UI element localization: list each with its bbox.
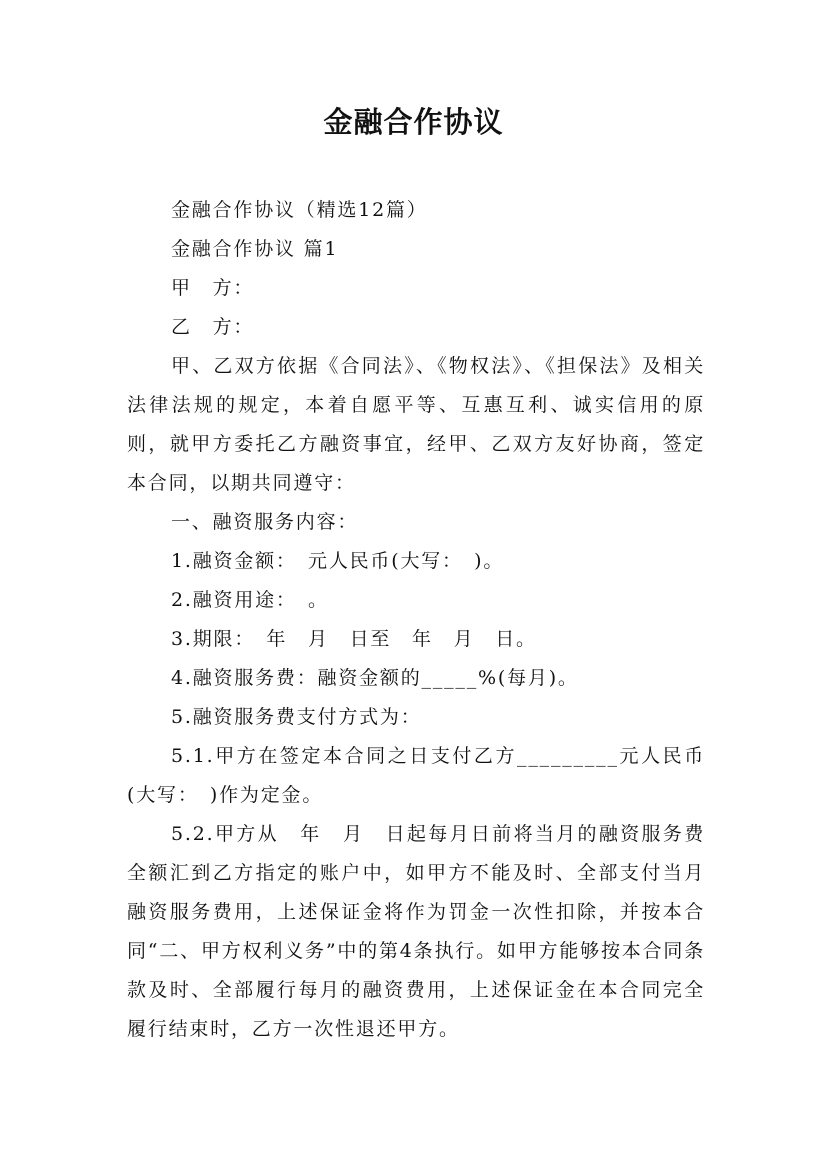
paragraph-item-3: 3.期限： 年 月 日至 年 月 日。 — [171, 628, 537, 650]
paragraph-item-5-2: 5.2.甲方从 年 月 日起每月日前将当月的融资服务费全额汇到乙方指定的账户中，如甲方不能及时、全部支付当月融资服务费用，上述保证金将作为罚金一次性扣除，并按本合同“二、甲方权利义务”中的第4条执行。如甲方能够按本合同条款及时、全部履行每月的融资费用，上述保证金在本合同完全履行结束时，乙方一次性退还甲方。 — [127, 823, 705, 1040]
paragraph-section-heading: 金融合作协议 篇1 — [171, 238, 339, 260]
paragraph-item-5: 5.融资服务费支付方式为： — [171, 706, 422, 728]
document-body — [127, 191, 705, 1049]
paragraph-item-5-1: 5.1.甲方在签定本合同之日支付乙方_________元人民币(大写： )作为定金。 — [127, 745, 705, 806]
paragraph-preamble: 甲、乙双方依据《合同法》、《物权法》、《担保法》及相关法律法规的规定，本着自愿平等、互惠互利、诚实信用的原则，就甲方委托乙方融资事宜，经甲、乙双方友好协商，签定本合同，以期共同遵守： — [127, 355, 705, 494]
paragraph-item-2: 2.融资用途： 。 — [171, 589, 329, 611]
paragraph-clause-heading: 一、融资服务内容： — [171, 511, 359, 533]
paragraph-party-a: 甲 方： — [171, 277, 255, 299]
paragraph-item-4: 4.融资服务费：融资金额的_____%(每月)。 — [171, 667, 579, 689]
paragraph-party-b: 乙 方： — [171, 316, 255, 338]
paragraph-subtitle: 金融合作协议（精选12篇） — [171, 199, 428, 221]
paragraph-item-1: 1.融资金额： 元人民币(大写： )。 — [171, 550, 505, 572]
document-title: 金融合作协议 — [323, 105, 504, 139]
